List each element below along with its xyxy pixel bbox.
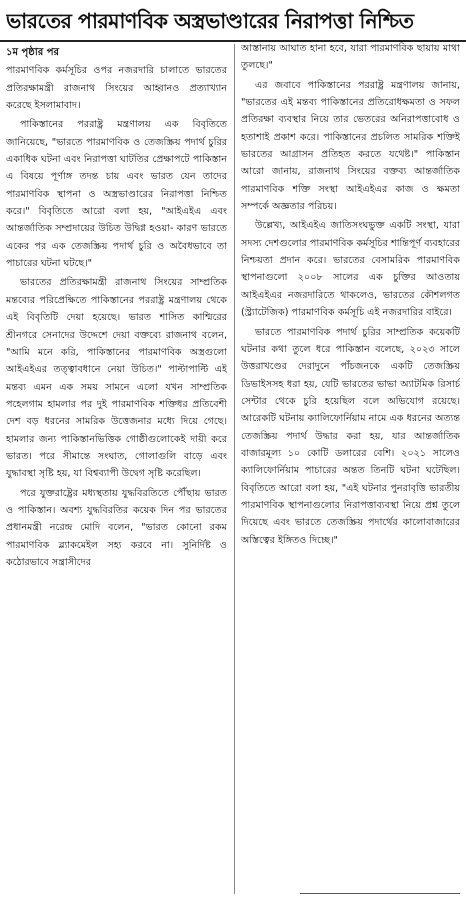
continuation-kicker: ১ম পৃষ্ঠার পর (6, 47, 59, 58)
article-paragraph: উল্লেখ্য, আইএইএ জাতিসংঘভুক্ত একটি সংস্থা, যারা সদস্য দেশগুলোর পারমাণবিক কর্মসূচির শান্তিপূর্ণ ব্যবহারের নিশ্চয়তা প্রদান করে। ভারতের বেসামরিক পারমাণবিক স্থাপনাগুলো ২০০৮ সালের এক চুক্তির আওতায় আইএইএর নজরদারিতে থাকলেও, ভারতের কৌশলগত (স্ট্র্যাটেজিক) পারমাণবিক কর্মসূচি এই নজরদারির বাইরে। (241, 220, 460, 319)
article-paragraph: ভারতে পারমাণবিক পদার্থ চুরির সাম্প্রতিক কয়েকটি ঘটনার কথা তুলে ধরে পাকিস্তান বলেছে, ২০২৩ সালে উত্তরাখণ্ডের দেরাদুনে পাঁচজনকে একটি তেজস্ক্রিয় ডিভাইসসহ ধরা হয়, যেটি ভারতের ভাভা অ্যাটমিক রিসার্চ সেন্টার থেকে চুরি হয়েছিল বলে অভিযোগ রয়েছে। আরেকটি ঘটনায় ক্যালিফোর্নিয়াম নামে এক ধরনের অত্যন্ত তেজস্ক্রিয় পদার্থ উদ্ধার করা হয়, যার আন্তর্জাতিক বাজারমূল্য ১০ কোটি ডলারের বেশি। ২০২১ সালেও ক্যালিফোর্নিয়াম পাচারের অন্তত তিনটি ঘটনা ঘটেছিল। বিবৃতিতে আরো বলা হয়, "এই ঘটনার পুনরাবৃত্তি ভারতীয় পারমাণবিক স্থাপনাগুলোর নিরাপত্তাব্যবস্থা নিয়ে প্রশ্ন তুলে দিয়েছে এবং ভারতে তেজস্ক্রিয় পদার্থের কালোবাজারের অস্তিত্বের ইঙ্গিতও দিচ্ছে।" (241, 326, 460, 546)
left-column (6, 44, 227, 894)
column-divider (234, 44, 235, 894)
headline: ভারতের পারমাণবিক অস্ত্রভাণ্ডারের নিরাপত্তা নিশ্চিত (6, 9, 414, 33)
article-paragraph: পারমাণবিক কর্মসূচির ওপর নজরদারি চালাতে ভারতের প্রতিরক্ষামন্ত্রী রাজনাথ সিংয়ের আহ্বানও প্রত্যাখ্যান করেছে ইসলামাবাদ। (6, 65, 227, 112)
article-paragraph: আস্তানায় আঘাত হানা হবে, যারা পারমাণবিক ছায়ায় মাথা তুলছে।" (241, 43, 460, 72)
article-paragraph: পরে যুক্তরাষ্ট্রের মধ্যস্থতায় যুদ্ধবিরতিতে পৌঁছায় ভারত ও পাকিস্তান। অবশ্য যুদ্ধবিরতির কয়েক দিন পর ভারতের প্রধানমন্ত্রী নরেন্দ্র মোদি বলেন, "ভারত কোনো রকম পারমাণবিক ব্ল্যাকমেইল সহ্য করবে না। সুনির্দিষ্ট ও কঠোরভাবে সন্ত্রাসীদের (6, 487, 227, 568)
article-paragraph: পাকিস্তানের পররাষ্ট্র মন্ত্রণালয় এক বিবৃতিতে জানিয়েছে, "ভারতে পারমাণবিক ও তেজস্ক্রিয় পদার্থ চুরির একাধিক ঘটনা এবং নিরাপত্তা ঘাটতির প্রেক্ষাপটে পাকিস্তান এ বিষয়ে পূর্ণাঙ্গ তদন্ত চায় এবং ভারত যেন তাদের পারমাণবিক স্থাপনা ও অস্ত্রভাণ্ডারের নিরাপত্তা নিশ্চিত করে।" বিবৃতিতে আরো বলা হয়, "আইএইএ এবং আন্তর্জাতিক সম্প্রদায়ের উচিত উদ্বিগ্ন হওয়া- কারণ ভারতে একের পর এক তেজস্ক্রিয় পদার্থ চুরি ও অবৈধভাবে তা পাচারের ঘটনা ঘটছে।" (6, 119, 227, 270)
article-paragraph: এর জবাবে পাকিস্তানের পররাষ্ট্র মন্ত্রণালয় জানায়, "ভারতের এই মন্তব্য পাকিস্তানের প্রতিরোধক্ষমতা ও সফল প্রতিরক্ষা ব্যবস্থার নিয়ে তার ভেতরের অনিরাপত্তাবোধ ও হতাশাই প্রকাশ করে। পাকিস্তানের প্রচলিত সামরিক শক্তিই ভারতের আগ্রাসন প্রতিহত করতে যথেষ্ট।" পাকিস্তান আরো জানায়, রাজনাথ সিংয়ের বক্তব্য আন্তর্জাতিক পারমাণবিক শক্তি সংস্থা আইএইএর কাজ ও ক্ষমতা সম্পর্কে অজ্ঞতার পরিচয়। (241, 79, 460, 213)
article-paragraph: ভারতের প্রতিরক্ষামন্ত্রী রাজনাথ সিংয়ের সাম্প্রতিক মন্তব্যের পরিপ্রেক্ষিতে পাকিস্তানের পররাষ্ট্র মন্ত্রণালয় থেকে এই বিবৃতিটি দেয়া হয়েছে। ভারত শাসিত কাশ্মিরের শ্রীনগরে সেনাদের উদ্দেশে দেয়া বক্তব্যে রাজনাথ বলেন, "আমি মনে করি, পাকিস্তানের পারমাণবিক অস্ত্রগুলো আইএইএর তত্ত্বাবধানে নেয়া উচিত।" পাল্টাপাল্টি এই মন্তব্য এমন এক সময় সামনে এলো যখন সাম্প্রতিক পহেলগাম হামলার পর দুই পারমাণবিক শক্তিধর প্রতিবেশী দেশ বড় ধরনের সামরিক উত্তেজনার মধ্যে দিয়ে গেছে। হামলার জন্য পাকিস্তানভিত্তিক গোষ্ঠীগুলোকেই দায়ী করে ভারত। পরে সীমান্তে সংঘাত, গোলাগুলি বাড়ে এবং যুদ্ধাবস্থা সৃষ্টি হয়, যা বিশ্বব্যাপী উদ্বেগ সৃষ্টি করেছিল। (6, 277, 227, 480)
right-column (241, 40, 460, 890)
